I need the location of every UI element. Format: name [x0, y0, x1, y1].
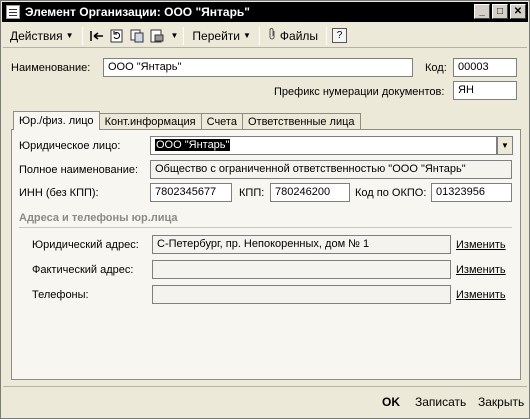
code-field[interactable]: 00003: [453, 58, 517, 77]
paperclip-icon: [268, 27, 276, 44]
title-bar[interactable]: [2, 2, 528, 22]
files-button[interactable]: [265, 26, 321, 46]
section-divider: [19, 227, 512, 228]
tab-strip: [13, 113, 360, 130]
change-actual-address-link[interactable]: Изменить: [456, 264, 506, 276]
code-label: Код:: [425, 62, 447, 74]
ok-button[interactable]: OK: [382, 395, 400, 409]
legal-entity-value: ООО "Янтарь": [156, 139, 230, 151]
close-form-button[interactable]: Закрыть: [478, 395, 525, 409]
tab-contact-info[interactable]: Конт.информация: [99, 113, 202, 130]
toolbar-separator: [82, 27, 83, 45]
legal-entity-combo[interactable]: [150, 136, 497, 155]
goto-label: Перейти: [192, 28, 240, 43]
okpo-label: Код по ОКПО:: [355, 187, 427, 199]
close-button[interactable]: ✕: [510, 4, 526, 19]
window-title: Элемент Организации: ООО "Янтарь": [25, 5, 250, 19]
name-field[interactable]: ООО "Янтарь": [103, 58, 413, 77]
toolbar-separator: [326, 27, 327, 45]
chevron-down-icon[interactable]: ▼: [170, 31, 179, 40]
chevron-down-icon: ▼: [65, 31, 74, 40]
full-name-label: Полное наименование:: [19, 164, 139, 176]
copy-document-icon[interactable]: [128, 27, 146, 45]
prefix-field[interactable]: ЯН: [453, 81, 517, 100]
phones-label: Телефоны:: [32, 289, 89, 301]
inn-label: ИНН (без КПП):: [19, 187, 99, 199]
change-phones-link[interactable]: Изменить: [456, 289, 506, 301]
toolbar: [3, 24, 527, 48]
legal-entity-label: Юридическое лицо:: [19, 140, 121, 152]
goto-menu[interactable]: [189, 26, 253, 46]
legal-address-label: Юридический адрес:: [32, 239, 139, 251]
actions-menu[interactable]: [7, 26, 77, 46]
files-label: Файлы: [279, 28, 319, 43]
okpo-field[interactable]: 01323956: [431, 183, 512, 202]
toolbar-separator: [259, 27, 260, 45]
legal-address-field[interactable]: С-Петербург, пр. Непокоренных, дом № 1: [152, 235, 451, 254]
chevron-down-icon: ▼: [501, 141, 509, 150]
tab-accounts[interactable]: Счета: [201, 113, 243, 130]
refresh-icon[interactable]: [108, 27, 126, 45]
change-legal-address-link[interactable]: Изменить: [456, 239, 506, 251]
actual-address-field[interactable]: [152, 260, 451, 279]
maximize-button[interactable]: □: [492, 4, 508, 19]
legal-entity-dropdown-button[interactable]: [497, 136, 513, 155]
addresses-section-title: Адреса и телефоны юр.лица: [19, 212, 178, 224]
bottom-button-bar: [3, 386, 527, 416]
kpp-field[interactable]: 780246200: [270, 183, 350, 202]
help-icon[interactable]: ?: [332, 28, 347, 43]
document-icon: [6, 5, 20, 19]
move-to-folder-icon[interactable]: [88, 27, 106, 45]
tab-responsible-persons[interactable]: Ответственные лица: [242, 113, 361, 130]
chevron-down-icon: ▼: [242, 31, 251, 40]
save-button[interactable]: Записать: [415, 395, 467, 409]
full-name-field[interactable]: Общество с ограниченной ответственностью "ООО "Янтарь": [150, 160, 512, 179]
kpp-label: КПП:: [239, 187, 265, 199]
print-document-icon[interactable]: [148, 27, 166, 45]
phones-field[interactable]: [152, 285, 451, 304]
name-label: Наименование:: [11, 62, 91, 74]
minimize-button[interactable]: _: [474, 4, 490, 19]
prefix-label: Префикс нумерации документов:: [274, 86, 445, 98]
toolbar-separator: [183, 27, 184, 45]
actions-label: Действия: [10, 28, 63, 43]
inn-field[interactable]: 7802345677: [150, 183, 232, 202]
actual-address-label: Фактический адрес:: [32, 264, 134, 276]
tab-legal-entity[interactable]: Юр./физ. лицо: [13, 111, 100, 130]
window-controls: [474, 4, 526, 19]
